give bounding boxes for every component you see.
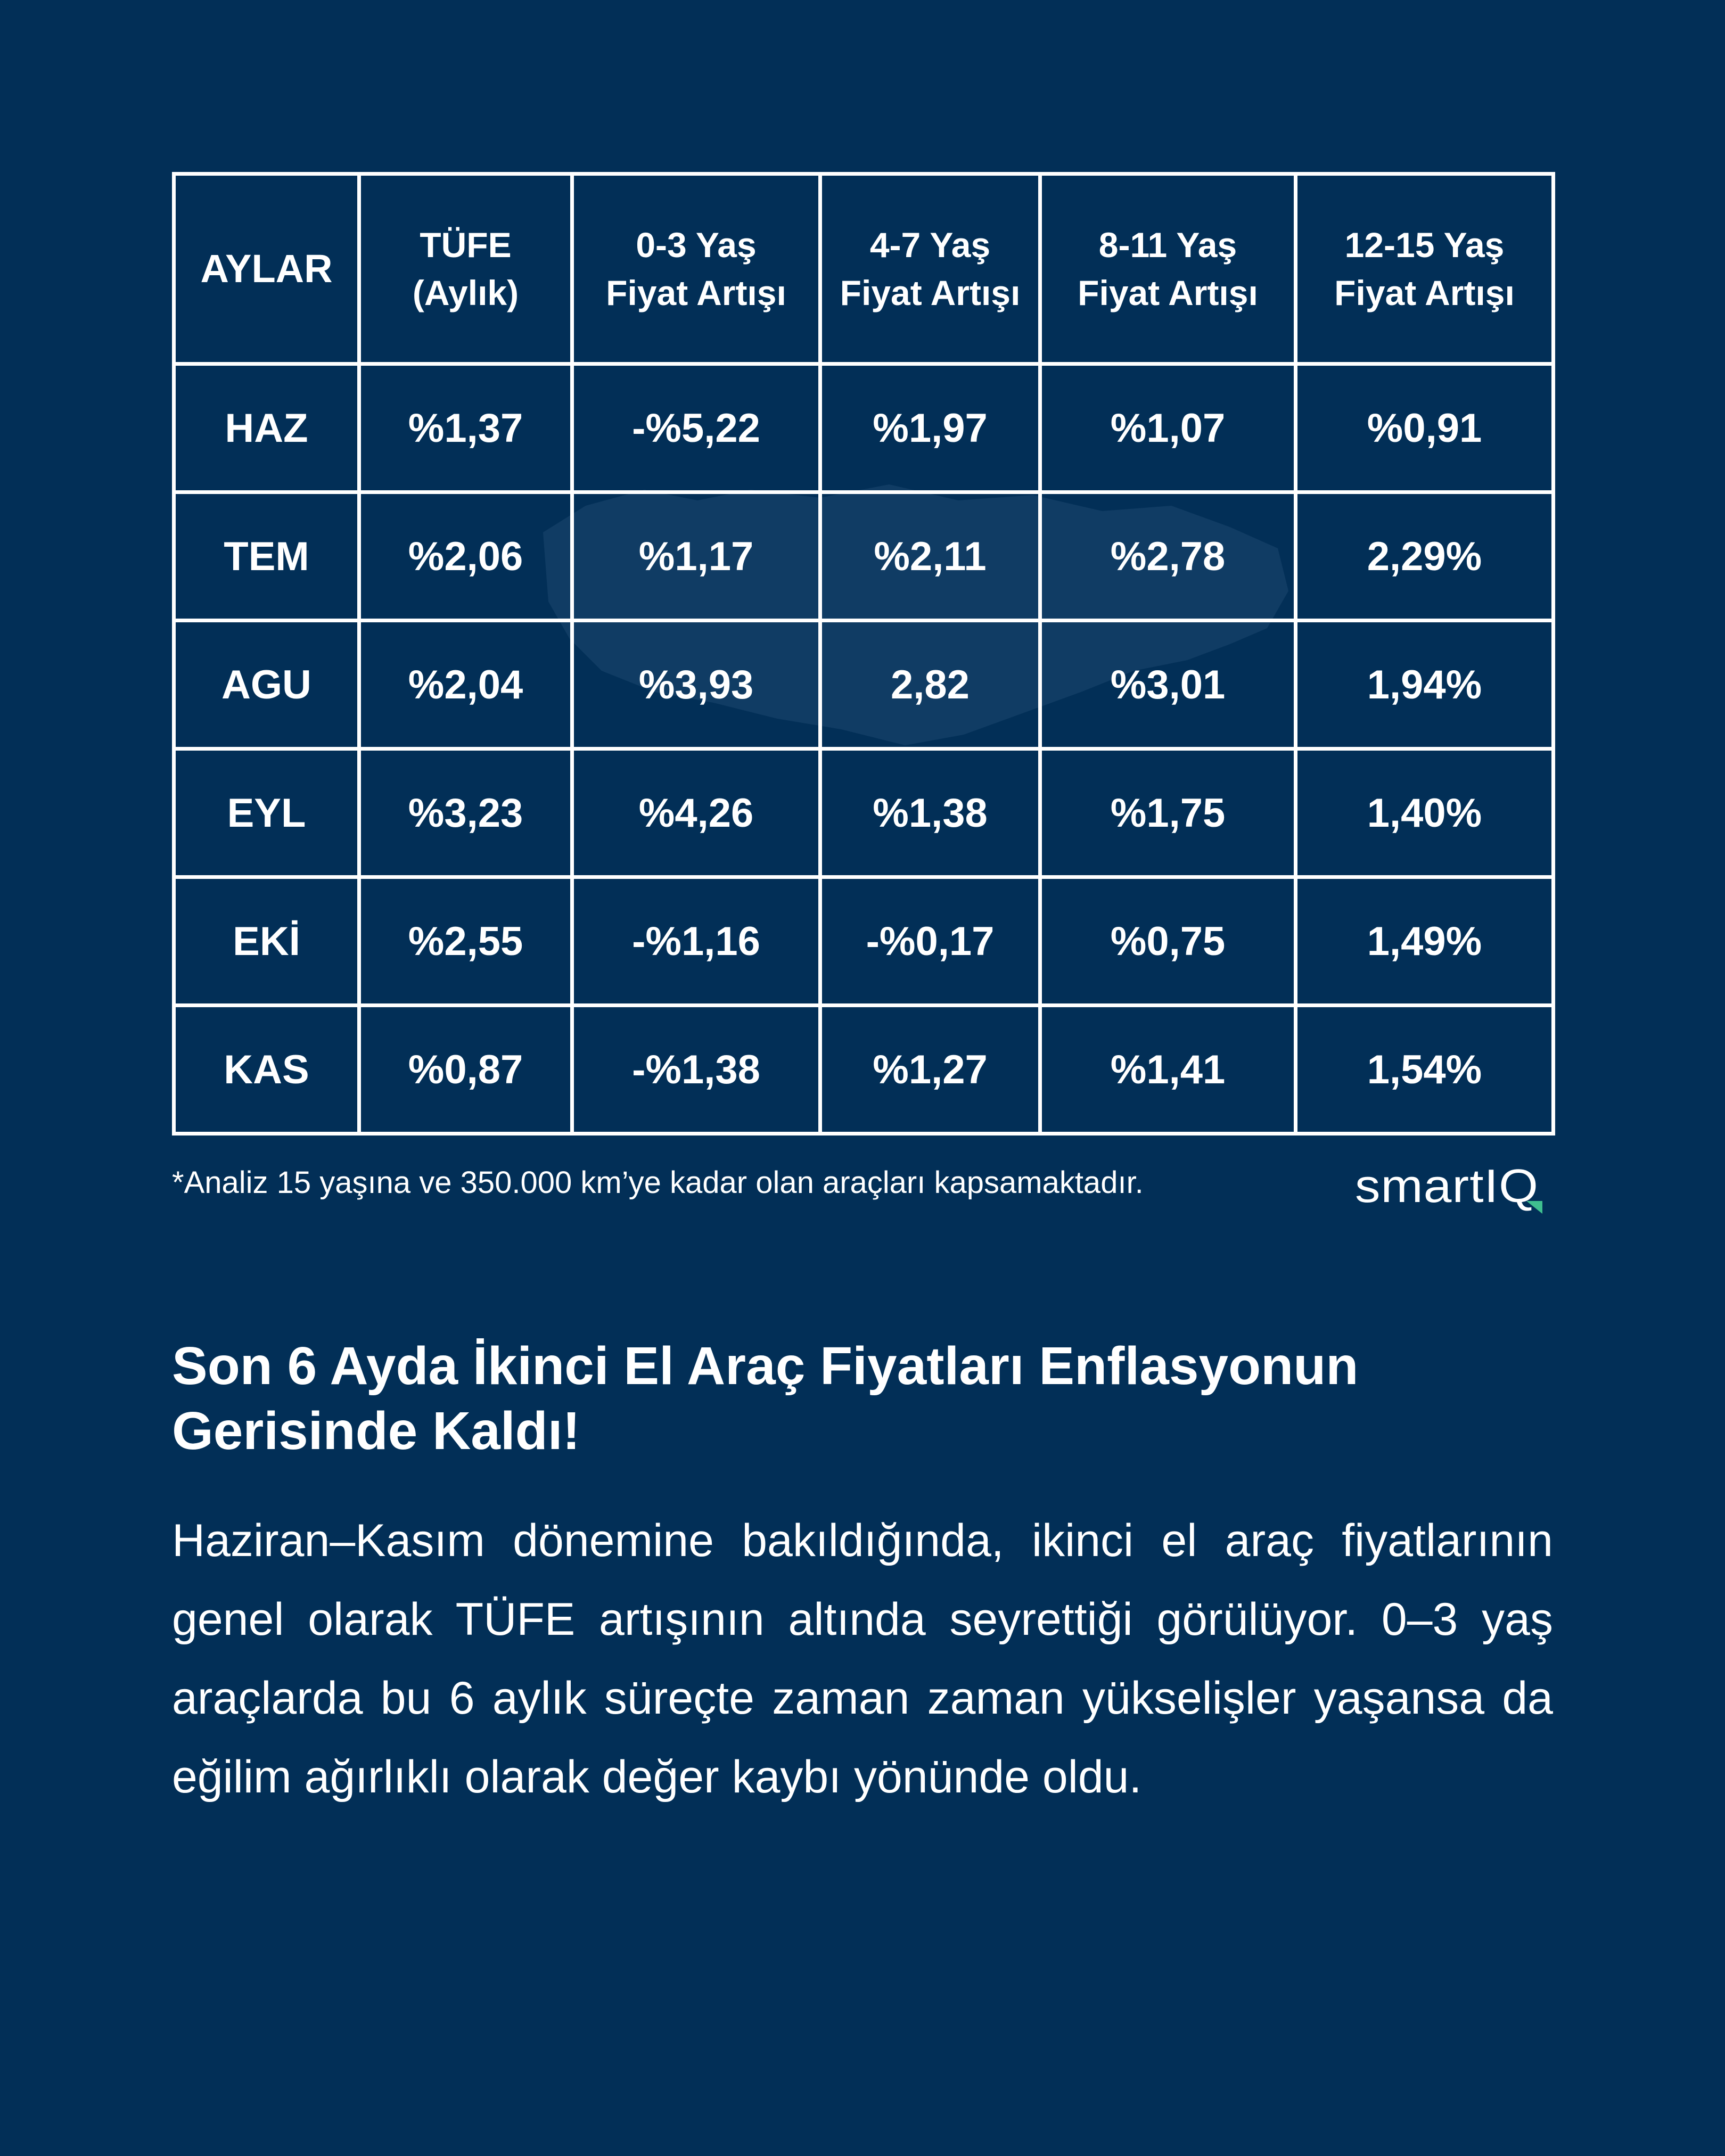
cell-age-12-15: 1,49% [1296, 877, 1554, 1006]
cell-cpi: %3,23 [359, 749, 572, 877]
cell-month: EYL [174, 749, 359, 877]
table-row [174, 877, 1554, 1006]
header-age-12-15: 12-15 Yaş Fiyat Artışı [1296, 174, 1554, 364]
cell-age-8-11: %1,41 [1040, 1006, 1296, 1134]
cell-age-0-3: -%5,22 [572, 364, 820, 492]
price-change-table-wrapper [172, 172, 1551, 1110]
cell-cpi: %1,37 [359, 364, 572, 492]
cell-month: HAZ [174, 364, 359, 492]
cell-age-12-15: 1,40% [1296, 749, 1554, 877]
header-cpi: TÜFE (Aylık) [359, 174, 572, 364]
cell-age-0-3: %1,17 [572, 492, 820, 621]
cell-age-4-7: %1,27 [820, 1006, 1040, 1134]
cell-age-0-3: %4,26 [572, 749, 820, 877]
cell-age-4-7: %2,11 [820, 492, 1040, 621]
cell-age-8-11: %2,78 [1040, 492, 1296, 621]
header-months: AYLAR [174, 174, 359, 364]
headline-line-2: Gerisinde Kaldı! [172, 1401, 580, 1461]
header-age-0-3: 0-3 Yaş Fiyat Artışı [572, 174, 820, 364]
cell-age-8-11: %3,01 [1040, 621, 1296, 749]
headline [172, 1334, 1556, 1463]
smartiq-logo [1355, 1161, 1555, 1214]
price-change-table [172, 172, 1555, 1135]
analysis-footnote: *Analiz 15 yaşına ve 350.000 km’ye kadar olan araçları kapsamaktadır. [172, 1165, 1144, 1200]
table-row [174, 1006, 1554, 1134]
cell-age-4-7: %1,97 [820, 364, 1040, 492]
cell-cpi: %2,55 [359, 877, 572, 1006]
cell-age-4-7: -%0,17 [820, 877, 1040, 1006]
cell-cpi: %2,04 [359, 621, 572, 749]
cell-month: TEM [174, 492, 359, 621]
table-header-row [174, 174, 1554, 364]
table-row [174, 749, 1554, 877]
cell-age-0-3: -%1,38 [572, 1006, 820, 1134]
table-row [174, 492, 1554, 621]
cell-month: EKİ [174, 877, 359, 1006]
smartiq-logo-text: smartIQ [1355, 1161, 1539, 1212]
cell-age-8-11: %0,75 [1040, 877, 1296, 1006]
cell-age-4-7: 2,82 [820, 621, 1040, 749]
cell-age-0-3: %3,93 [572, 621, 820, 749]
cell-age-8-11: %1,75 [1040, 749, 1296, 877]
cell-age-12-15: %0,91 [1296, 364, 1554, 492]
cell-cpi: %0,87 [359, 1006, 572, 1134]
cell-age-12-15: 1,54% [1296, 1006, 1554, 1134]
header-age-4-7: 4-7 Yaş Fiyat Artışı [820, 174, 1040, 364]
cell-age-12-15: 2,29% [1296, 492, 1554, 621]
header-age-8-11: 8-11 Yaş Fiyat Artışı [1040, 174, 1296, 364]
headline-line-1: Son 6 Ayda İkinci El Araç Fiyatları Enflasyonun [172, 1336, 1359, 1396]
cell-cpi: %2,06 [359, 492, 572, 621]
cell-month: AGU [174, 621, 359, 749]
body-paragraph: Haziran–Kasım dönemine bakıldığında, ikinci el araç fiyatlarının genel olarak TÜFE artışının altında seyrettiği görülüyor. 0–3 yaş araçlarda bu 6 aylık süreçte zaman zaman yükselişler yaşansa da eğilim ağırlıklı olarak değer kaybı yönünde oldu. [172, 1515, 1553, 1803]
cell-age-8-11: %1,07 [1040, 364, 1296, 492]
table-row [174, 621, 1554, 749]
table-row [174, 364, 1554, 492]
cell-age-4-7: %1,38 [820, 749, 1040, 877]
cell-age-12-15: 1,94% [1296, 621, 1554, 749]
cell-age-0-3: -%1,16 [572, 877, 820, 1006]
cell-month: KAS [174, 1006, 359, 1134]
